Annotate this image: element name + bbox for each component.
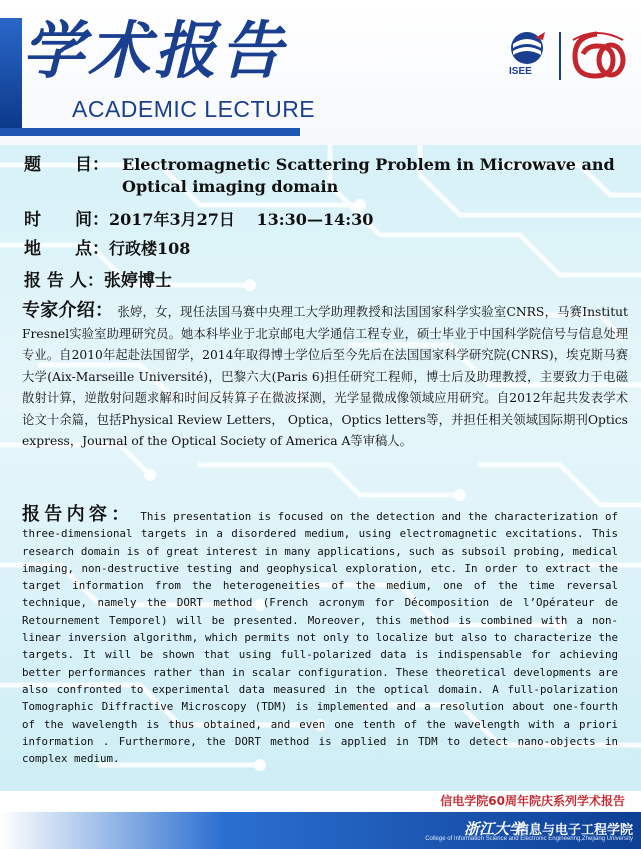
report-content-text: This presentation is focused on the detection and the characterization of three-dimensional targets in a disordered medium, using electromagnetic excitations. This research domain is of great interest in many applications, such as subsoil probing, medical imaging, non-destructive testing and geophysical exploration, etc. In order to extract the target information from the heterogeneities of the medium, one of the time reversal technique, namely the DORT method (French acronym for Décomposition de l’Opérateur de Retournement Temporel) will be presented. Moreover, this method is combined with a non-linear inversion algorithm, which permits not only to localize but also to characterize the targets. It will be shown that using full-polarized data is indispensable for achieving better performances rather than in scalar configuration. These theoretical developments are also confronted to experimental data measured in the optical domain. A full-polarization Tomographic Diffractive Microscopy (TDM) is implemented and a resolution about one-fourth of the wavelength is thus obtained, and even one tenth of the wavelength with a priori information . Furthermore, the DORT method is applied in TDM to detect nano-objects in complex medium.: [22, 510, 618, 766]
header: [0, 0, 641, 145]
expert-intro-text: 张婷，女，现任法国马赛中央理工大学助理教授和法国国家科学实验室CNRS，马赛Institut Fresnel实验室助理研究员。她本科毕业于北京邮电大学通信工程专业，硕士毕业于中国科学院信号与信息处理专业。自2010年起赴法国留学，2014年取得博士学位后至今先后在法国国家科学研究院(CNRS)，埃克斯马赛大学(Aix-Marseille Université)，巴黎六大(Paris 6)担任研究工程师，博士后及助理教授，主要致力于电磁散射计算，逆散射问题求解和时间反转算子在微波探测，光学显微成像领域应用研究。自2012年起共发表学术论文十余篇，包括Physical Review Letters， Optica，Optics letters等，并担任相关领域国际期刊Optics express，Journal of the Optical Society of America A等审稿人。: [22, 305, 628, 448]
header-accent-bar: [0, 18, 22, 128]
place-label: 地 点：: [24, 239, 109, 259]
topic-label: 题 目：: [24, 155, 109, 175]
report-content-heading: 报告内容：: [22, 504, 134, 525]
series-caption: 信电学院60周年院庆系列学术报告: [440, 794, 625, 808]
header-underline-strip: [0, 128, 300, 136]
expert-intro-heading: 专家介绍：: [22, 300, 114, 321]
isee-logo-icon: [501, 30, 557, 66]
logo-group: [501, 30, 631, 82]
title-english: ACADEMIC LECTURE: [72, 96, 316, 122]
report-content: [22, 506, 618, 767]
time-label: 时 间：: [24, 210, 109, 230]
time-value: 2017年3月27日 13:30—14:30: [109, 210, 374, 229]
place-row: [24, 238, 190, 260]
speaker-label: 报 告 人：: [24, 271, 104, 291]
expert-intro: [22, 300, 628, 453]
isee-logo-label: ISEE: [509, 66, 532, 77]
college-name-english: College of Information Science and Electronic Engineering,Zhejiang University: [425, 836, 633, 842]
logo-divider: [559, 32, 561, 80]
topic-value-block: [122, 154, 622, 198]
title-chinese: 学术报告: [22, 14, 287, 87]
topic-row: [24, 154, 109, 176]
place-value: 行政楼108: [109, 239, 191, 258]
topic-value: Electromagnetic Scattering Problem in Microwave and Optical imaging domain: [122, 155, 615, 196]
college-name: 信息与电子工程学院: [515, 823, 633, 838]
time-row: [24, 209, 373, 231]
anniversary-60-logo-icon: [567, 30, 629, 82]
speaker-row: [24, 270, 172, 292]
speaker-value: 张婷博士: [103, 271, 172, 291]
footer-bar: [0, 812, 641, 849]
university-calligraphy: 浙江大学: [464, 820, 525, 838]
